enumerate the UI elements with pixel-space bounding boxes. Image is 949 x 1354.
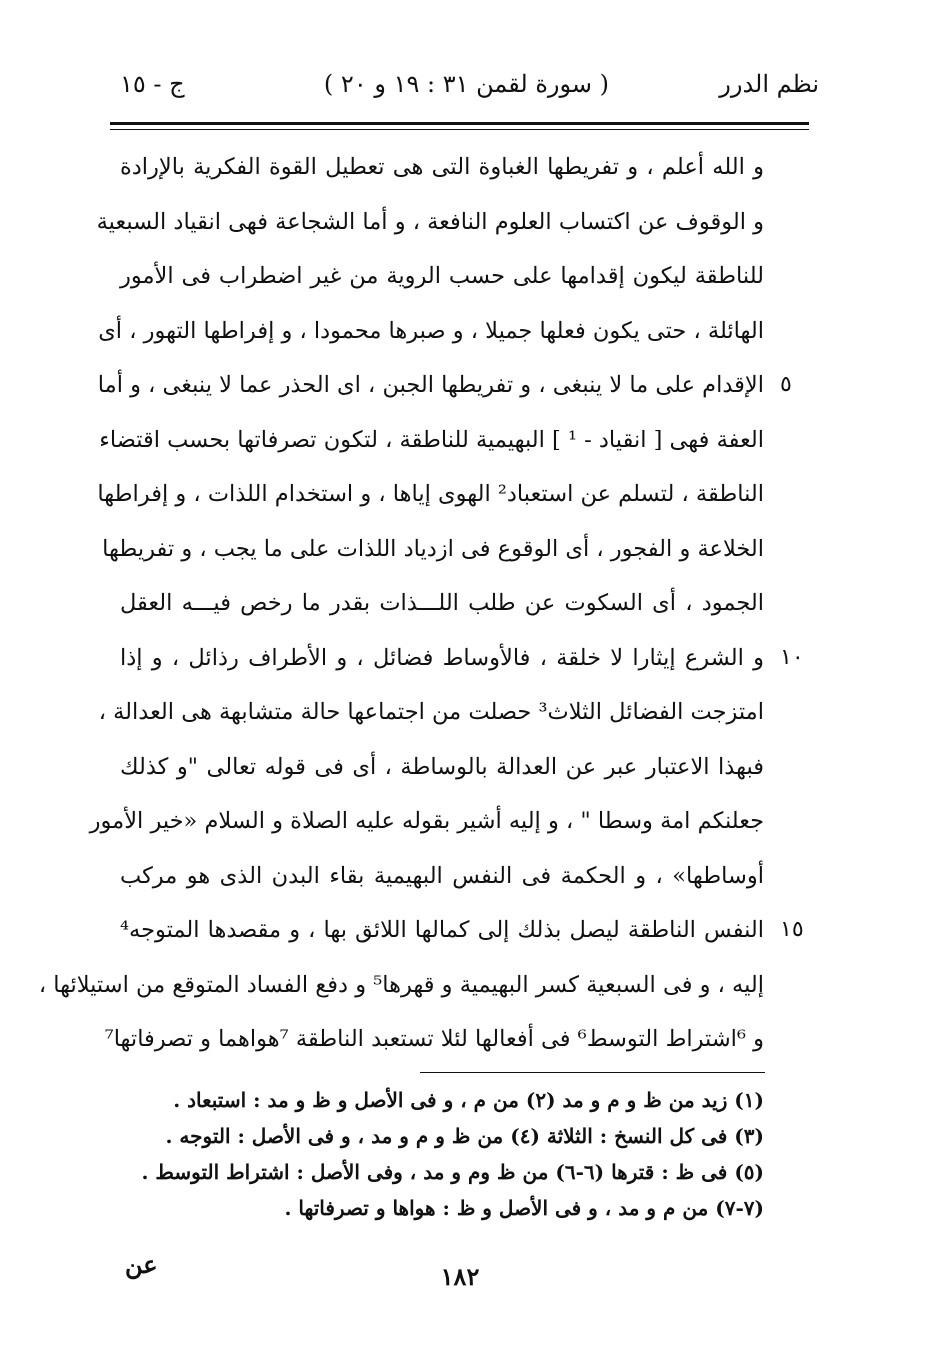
text-line: أوساطها» ، و الحكمة فى النفس البهيمية بقاء البدن الذى هو مركب [120, 862, 764, 889]
text-line: الجمود ، أى السكوت عن طلب اللـــذات بقدر ما رخص فيـــه العقل [120, 590, 764, 616]
footnotes [105, 1082, 764, 1226]
text-line: الهائلة ، حتى يكون فعلها جميلا ، و صبرها محمودا ، و إفراطها التهور ، أى [98, 317, 764, 344]
line-number: ١٥ [780, 917, 804, 942]
header-rule [110, 122, 809, 125]
header-rule-thin [110, 129, 809, 130]
footnote: (٧-٧) من م و مد ، و فى الأصل و ظ : هواها و تصرفاتها . [284, 1196, 764, 1220]
book-title: نظم الدرر [719, 70, 819, 98]
main-text [38, 140, 764, 1067]
text-line: الخلاعة و الفجور ، أى الوقوع فى ازدياد اللذات على ما يجب ، و تفريطها [102, 535, 764, 562]
text-line: و الوقوف عن اكتساب العلوم النافعة ، و أما الشجاعة فهى انقياد السبعية [96, 208, 764, 235]
text-line: النفس الناطقة ليصل بذلك إلى كمالها اللائق بها ، و مقصدها المتوجه⁴ [120, 917, 764, 943]
sura-reference: ( سورة لقمن ٣١ : ١٩ و ٢٠ ) [323, 70, 609, 98]
volume-number: ج - ١٥ [120, 70, 185, 98]
page-number: ١٨٢ [440, 1262, 480, 1291]
line-number: ٥ [780, 372, 792, 397]
text-line: للناطقة ليكون إقدامها على حسب الروية من غير اضطراب فى الأمور [120, 263, 764, 289]
text-line: و ⁶اشتراط التوسط⁶ فى أفعالها لئلا تستعبد الناطقة ⁷هواهما و تصرفاتها⁷ [104, 1026, 764, 1052]
catchword: عن [125, 1250, 158, 1279]
text-line: و الله أعلم ، و تفريطها الغباوة التى هى تعطيل القوة الفكرية بالإرادة [120, 154, 764, 180]
text-line: امتزجت الفضائل الثلاث³ حصلت من اجتماعها حالة متشابهة هى العدالة ، [98, 699, 764, 725]
text-line: إليه ، و فى السبعية كسر البهيمية و قهرها⁵ و دفع الفساد المتوقع من استيلائها ، [38, 971, 764, 998]
text-line: العفة فهى [ انقياد - ¹ ] البهيمية للناطقة ، لتكون تصرفاتها بحسب اقتضاء [99, 426, 764, 453]
text-line: و الشرع إيثارا لا خلقة ، فالأوساط فضائل ، و الأطراف رذائل ، و إذا [120, 644, 764, 671]
running-header [120, 70, 819, 110]
footnote: (٣) فى كل النسخ : الثلاثة (٤) من ظ و م و مد ، و فى الأصل : التوجه . [165, 1124, 764, 1148]
text-line: الناطقة ، لتسلم عن استعباد² الهوى إياها ، و استخدام اللذات ، و إفراطها [97, 481, 764, 507]
line-number: ١٠ [780, 644, 804, 670]
footnote: (٥) فى ظ : قترها (٦-٦) من ظ وم و مد ، وفى الأصل : اشتراط التوسط . [141, 1160, 764, 1184]
text-line: الإقدام على ما لا ينبغى ، و تفريطها الجبن ، اى الحذر عما لا ينبغى ، و أما [97, 372, 764, 398]
text-line: فبهذا الاعتبار عبر عن العدالة بالوساطة ، أى فى قوله تعالى "و كذلك [120, 753, 764, 780]
text-line: جعلنكم امة وسطا " ، و إليه أشير بقوله عليه الصلاة و السلام «خير الأمور [89, 808, 764, 834]
footnote: (١) زيد من ظ و م و مد (٢) من م ، و فى الأصل و ظ و مد : استبعاد . [173, 1088, 764, 1112]
footnote-rule [420, 1072, 765, 1073]
